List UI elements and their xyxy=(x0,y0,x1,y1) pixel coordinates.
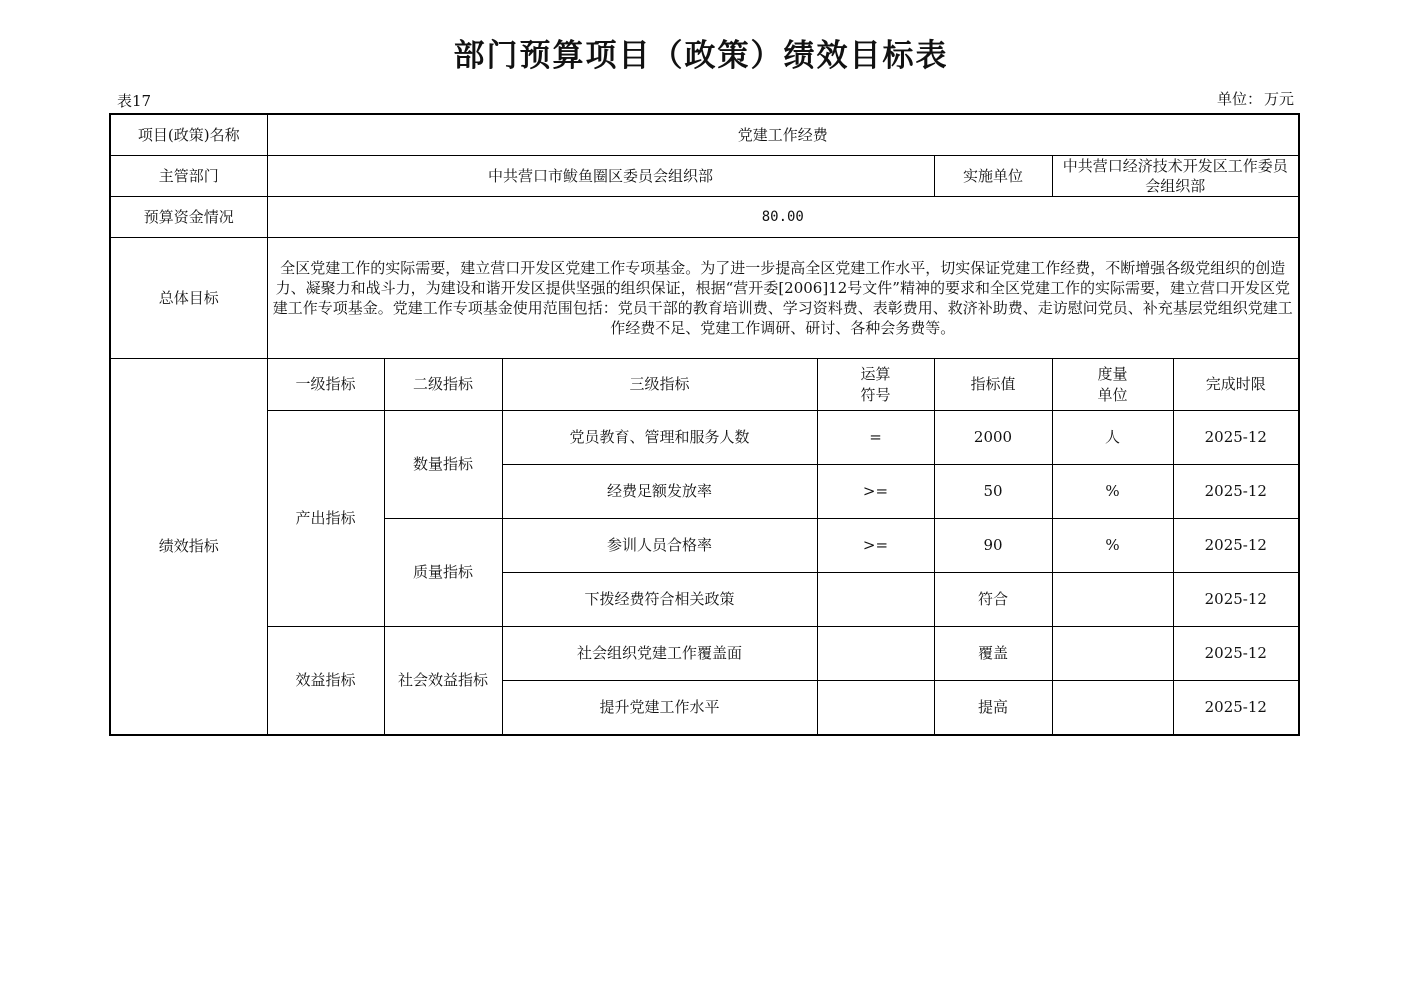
budget-value: 80.00 xyxy=(267,197,1299,238)
unit-label: 单位： xyxy=(1216,90,1262,108)
performance-table xyxy=(109,113,1300,736)
header-level2: 二级指标 xyxy=(384,359,502,411)
page-title: 部门预算项目（政策）绩效目标表 xyxy=(453,38,949,74)
header-deadline: 完成时限 xyxy=(1173,359,1299,411)
quality-indicator-label: 质量指标 xyxy=(384,519,502,627)
budget-label: 预算资金情况 xyxy=(110,197,267,238)
department-label: 主管部门 xyxy=(110,155,267,197)
indicator-value: 符合 xyxy=(934,573,1052,627)
output-indicator-label: 产出指标 xyxy=(267,411,384,627)
table-row xyxy=(110,411,1299,465)
indicator-value: 90 xyxy=(934,519,1052,573)
indicator-deadline: 2025-12 xyxy=(1173,519,1299,573)
indicator-name: 经费足额发放率 xyxy=(502,465,817,519)
indicator-value: 提高 xyxy=(934,681,1052,735)
indicator-name: 下拨经费符合相关政策 xyxy=(502,573,817,627)
project-name-value: 党建工作经费 xyxy=(267,114,1299,155)
table-number: 表17 xyxy=(117,92,152,110)
implementing-unit-value: 中共营口经济技术开发区工作委员会组织部 xyxy=(1052,155,1299,197)
indicator-name: 社会组织党建工作覆盖面 xyxy=(502,627,817,681)
header-level1: 一级指标 xyxy=(267,359,384,411)
indicator-operator xyxy=(817,681,934,735)
indicator-operator: = xyxy=(817,411,934,465)
header-unit xyxy=(1052,359,1173,411)
indicator-unit: % xyxy=(1052,519,1173,573)
department-value: 中共营口市鲅鱼圈区委员会组织部 xyxy=(267,155,934,197)
indicator-name: 参训人员合格率 xyxy=(502,519,817,573)
social-benefit-indicator-label: 社会效益指标 xyxy=(384,627,502,735)
indicator-unit xyxy=(1052,573,1173,627)
project-name-label: 项目(政策)名称 xyxy=(110,114,267,155)
header-level3: 三级指标 xyxy=(502,359,817,411)
performance-indicators-label: 绩效指标 xyxy=(110,359,267,735)
unit-note xyxy=(1215,88,1294,109)
indicator-operator xyxy=(817,627,934,681)
indicator-value: 2000 xyxy=(934,411,1052,465)
indicator-unit: 人 xyxy=(1052,411,1173,465)
benefit-indicator-label: 效益指标 xyxy=(267,627,384,735)
indicator-unit xyxy=(1052,627,1173,681)
table-row xyxy=(110,627,1299,681)
indicator-deadline: 2025-12 xyxy=(1173,465,1299,519)
indicator-header-row xyxy=(110,359,1299,411)
header-value: 指标值 xyxy=(934,359,1052,411)
implementing-unit-label: 实施单位 xyxy=(934,155,1052,197)
indicator-name: 提升党建工作水平 xyxy=(502,681,817,735)
indicator-deadline: 2025-12 xyxy=(1173,681,1299,735)
indicator-operator xyxy=(817,573,934,627)
header-operator-line1: 运算 xyxy=(860,365,891,384)
budget-row xyxy=(110,197,1299,238)
indicator-unit xyxy=(1052,681,1173,735)
quantity-indicator-label: 数量指标 xyxy=(384,411,502,519)
indicator-unit: % xyxy=(1052,465,1173,519)
indicator-deadline: 2025-12 xyxy=(1173,411,1299,465)
goal-text: 全区党建工作的实际需要，建立营口开发区党建工作专项基金。为了进一步提高全区党建工作水平，切实保证党建工作经费，不断增强各级党组织的创造力、凝聚力和战斗力，为建设和谐开发区提供坚强的组织保证，根据“营开委[2006]12号文件”精神的要求和全区党建工作的实际需要，建立营口开发区党建工作专项基金。党建工作专项基金使用范围包括：党员干部的教育培训费、学习资料费、表彰费用、救济补助费、走访慰问党员、补充基层党组织党建工作经费不足、党建工作调研、研讨、各种会务费等。 xyxy=(267,238,1299,359)
header-operator-line2: 符号 xyxy=(860,385,891,404)
indicator-deadline: 2025-12 xyxy=(1173,573,1299,627)
indicator-name: 党员教育、管理和服务人数 xyxy=(502,411,817,465)
indicator-value: 50 xyxy=(934,465,1052,519)
goal-row xyxy=(110,238,1299,359)
indicator-operator: >= xyxy=(817,465,934,519)
goal-label: 总体目标 xyxy=(110,238,267,359)
indicator-deadline: 2025-12 xyxy=(1173,627,1299,681)
indicator-value: 覆盖 xyxy=(934,627,1052,681)
header-unit-line1: 度量 xyxy=(1097,365,1128,384)
department-row xyxy=(110,155,1299,197)
unit-value: 万元 xyxy=(1263,90,1294,108)
header-unit-line2: 单位 xyxy=(1097,385,1128,404)
header-operator xyxy=(817,359,934,411)
indicator-operator: >= xyxy=(817,519,934,573)
project-name-row xyxy=(110,114,1299,155)
